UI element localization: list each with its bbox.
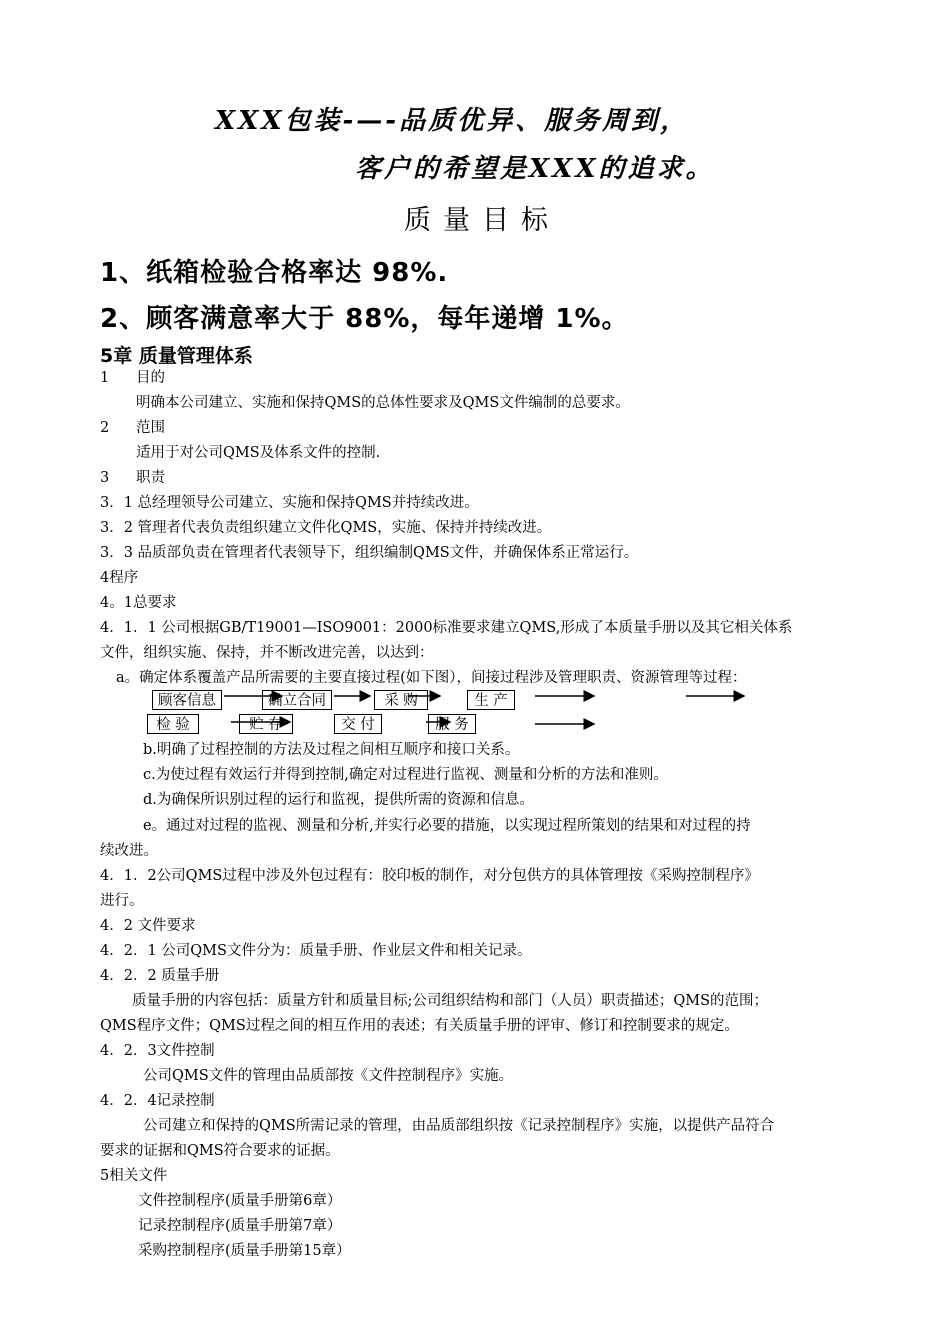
related-doc-2: 记录控制程序(质量手册第7章） — [138, 1218, 342, 1234]
quality-goal-1: 1、纸箱检验合格率达 98%. — [100, 258, 449, 288]
related-doc-3: 采购控制程序(质量手册第15章） — [138, 1243, 351, 1259]
item-a: a。确定体系覆盖产品所需要的主要直接过程(如下图），间接过程涉及管理职责、资源管理等过程： — [116, 670, 747, 686]
item-c: c.为使过程有效运行并得到控制,确定对过程进行监视、测量和分析的方法和准则。 — [143, 767, 668, 783]
para-4-2-3-text: 公司QMS文件的管理由品质部按《文件控制程序》实施。 — [143, 1068, 514, 1084]
section-3-heading: 职责 — [136, 470, 165, 486]
item-d: d.为确保所识别过程的运行和监视，提供所需的资源和信息。 — [143, 792, 534, 808]
section-4-heading: 4程序 — [100, 570, 139, 586]
para-4-2-2-text-2: QMS程序文件；QMS过程之间的相互作用的表述；有关质量手册的评审、修订和控制要求的规定。 — [100, 1018, 739, 1034]
page-title: 质量目标 — [404, 205, 560, 236]
para-4-2-4-text-2: 要求的证据和QMS符合要求的证据。 — [100, 1143, 340, 1159]
section-4-2-heading: 4．2 文件要求 — [100, 918, 196, 934]
section-5-heading: 5相关文件 — [100, 1168, 168, 1184]
item-b: b.明确了过程控制的方法及过程之间相互顺序和接口关系。 — [143, 742, 520, 758]
flow-box-contract: 确立合同 — [262, 690, 332, 710]
related-doc-1: 文件控制程序(质量手册第6章） — [138, 1193, 342, 1209]
para-4-1-2-line-1: 4．1．2公司QMS过程中涉及外包过程有：胶印板的制作，对分包供方的具体管理按《采购控制程序》 — [100, 868, 759, 884]
section-2-text: 适用于对公司QMS及体系文件的控制. — [136, 445, 381, 461]
para-4-1-2-line-2: 进行。 — [100, 893, 144, 909]
section-1-heading: 目的 — [136, 370, 165, 386]
chapter-heading: 5章 质量管理体系 — [100, 345, 253, 367]
para-4-1-1-line-1: 4．1．1 公司根据GB/T19001—ISO9001：2000标准要求建立QMS,形成了本质量手册以及其它相关体系 — [100, 620, 793, 636]
para-4-1-1-line-2: 文件，组织实施、保持，并不断改进完善，以达到： — [100, 645, 434, 661]
para-4-2-4-text-1: 公司建立和保持的QMS所需记录的管理，由品质部组织按《记录控制程序》实施，以提供产品符合 — [143, 1118, 775, 1134]
quality-goal-2: 2、顾客满意率大于 88%，每年递增 1%。 — [100, 304, 629, 334]
section-4-1-heading: 4。1总要求 — [100, 595, 177, 611]
section-2-heading: 范围 — [136, 420, 165, 436]
flow-box-purchase: 采 购 — [374, 690, 428, 710]
para-4-2-2-heading: 4．2．2 质量手册 — [100, 968, 220, 984]
flow-box-production: 生 产 — [467, 690, 515, 710]
section-3-item-1: 3．1 总经理领导公司建立、实施和保持QMS并持续改进。 — [100, 495, 479, 511]
para-4-2-3-heading: 4．2．3文件控制 — [100, 1043, 215, 1059]
flow-box-service: 服 务 — [428, 714, 476, 734]
para-4-2-1: 4．2．1 公司QMS文件分为：质量手册、作业层文件和相关记录。 — [100, 943, 532, 959]
section-2-number: 2 — [100, 420, 110, 436]
section-1-text: 明确本公司建立、实施和保持QMS的总体性要求及QMS文件编制的总要求。 — [136, 395, 630, 411]
flow-box-delivery: 交 付 — [334, 714, 382, 734]
item-e-line-2: 续改进。 — [100, 843, 158, 859]
para-4-2-2-text-1: 质量手册的内容包括：质量方针和质量目标;公司组织结构和部门（人员）职责描述；QMS的范围； — [132, 993, 769, 1009]
flow-box-storage: 贮 存 — [239, 714, 293, 734]
section-3-number: 3 — [100, 470, 110, 486]
para-4-2-4-heading: 4．2．4记录控制 — [100, 1093, 215, 1109]
flow-box-customer-info: 顾客信息 — [152, 690, 222, 710]
section-3-item-3: 3．3 品质部负责在管理者代表领导下，组织编制QMS文件，并确保体系正常运行。 — [100, 545, 639, 561]
section-1-number: 1 — [100, 370, 110, 386]
flow-box-inspection: 检 验 — [147, 714, 199, 734]
slogan-line-2: 客户的希望是XXX的追求。 — [355, 154, 715, 184]
slogan-line-1: XXX包装-—-品质优异、服务周到， — [215, 106, 690, 136]
item-e-line-1: e。通过对过程的监视、测量和分析,并实行必要的措施，以实现过程所策划的结果和对过程的持 — [143, 818, 751, 834]
section-3-item-2: 3．2 管理者代表负责组织建立文件化QMS，实施、保持并持续改进。 — [100, 520, 552, 536]
